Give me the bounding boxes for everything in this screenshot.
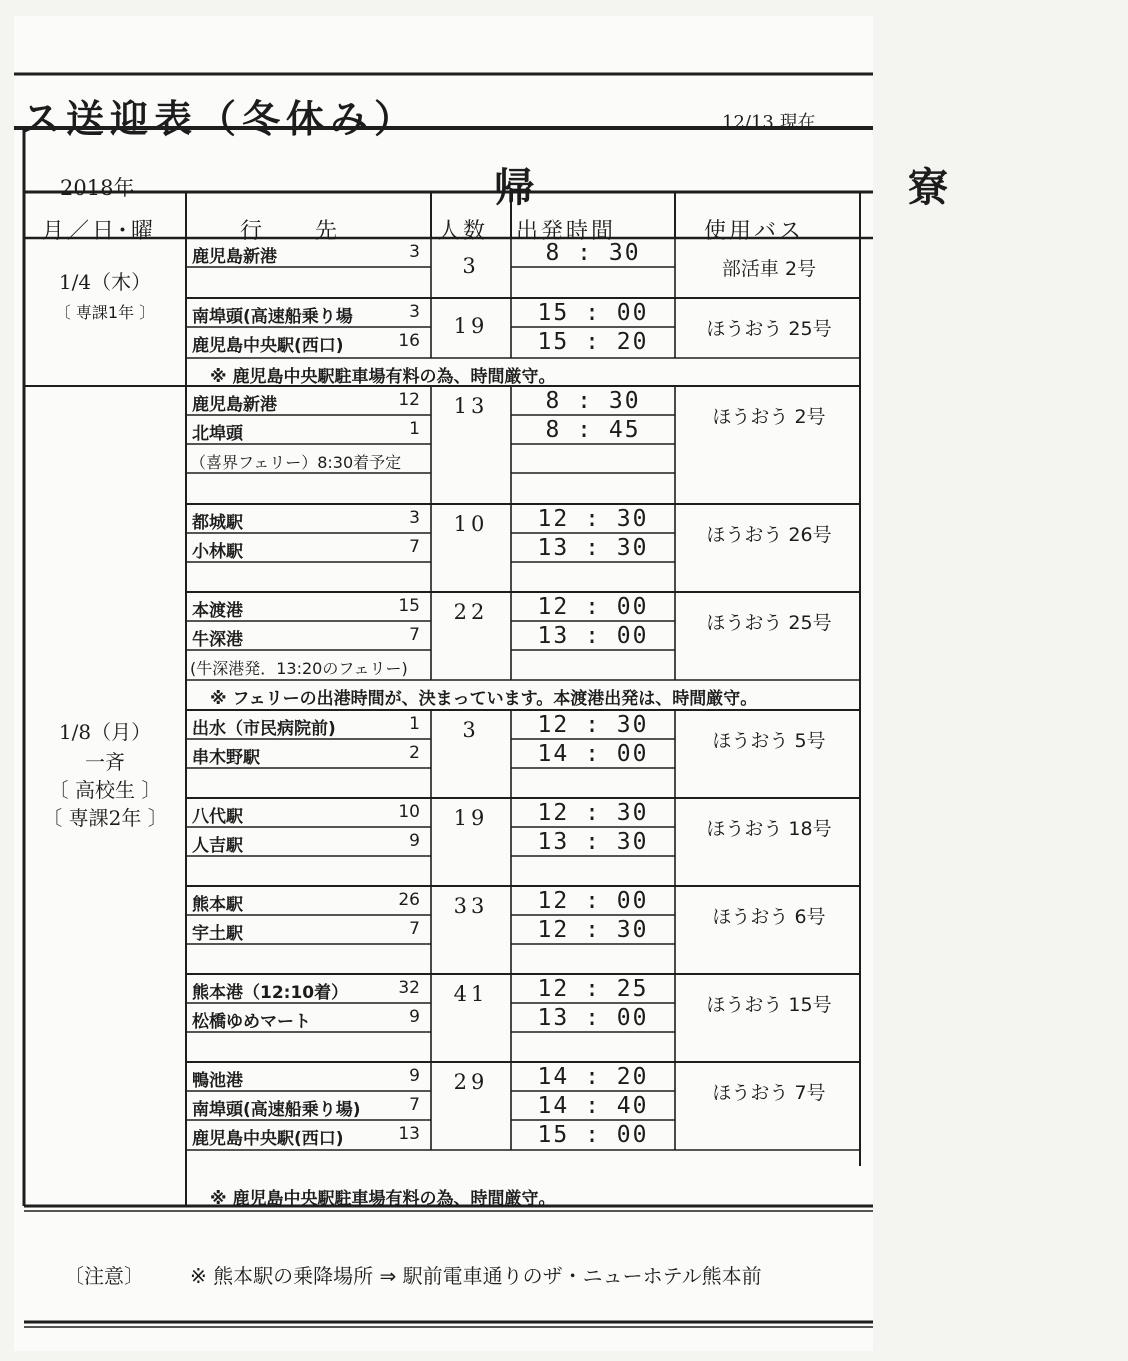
col-header-count: 人数	[438, 219, 489, 244]
destination-count: 7	[409, 625, 420, 645]
departure-time: 15 : 00	[537, 1122, 649, 1148]
passenger-total: 10	[453, 512, 489, 536]
passenger-total: 22	[453, 600, 489, 624]
bus-name: ほうおう 7号	[712, 1082, 826, 1104]
destination-count: 7	[409, 537, 420, 557]
destination-name: 熊本駅	[192, 895, 243, 915]
destination-count: 10	[398, 802, 420, 822]
destination-name: 熊本港（12:10着）	[192, 983, 349, 1003]
departure-time: 8 : 30	[545, 388, 641, 414]
departure-time: 14 : 00	[537, 741, 649, 767]
bus-name: ほうおう 6号	[712, 906, 826, 928]
destination-name: 南埠頭(高速船乗り場	[192, 307, 353, 327]
day2-group2: 〔 高校生 〕	[48, 778, 162, 802]
note-ferry: ※ フェリーの出港時間が、決まっています。本渡港出発は、時間厳守。	[210, 689, 758, 709]
departure-time: 12 : 30	[537, 712, 649, 738]
destination-count: 2	[409, 743, 420, 763]
destination-name: 本渡港	[192, 601, 243, 621]
passenger-total: 3	[462, 254, 480, 278]
destination-remark: (牛深港発．13:20のフェリー)	[190, 659, 408, 678]
day1-group: 〔 専課1年 〕	[54, 303, 156, 322]
destination-count: 1	[409, 419, 420, 439]
bus-name: ほうおう 15号	[706, 994, 832, 1016]
col-header-bus: 使用バス	[704, 219, 805, 244]
day1-date: 1/4（木）	[58, 270, 152, 294]
destination-name: 南埠頭(高速船乗り場)	[192, 1100, 361, 1120]
departure-time: 12 : 30	[537, 917, 649, 943]
document-title: ス送迎表（冬休み）	[22, 96, 419, 141]
passenger-total: 19	[453, 314, 489, 338]
destination-count: 13	[398, 1124, 420, 1144]
destination-remark: （喜界フェリー）8:30着予定	[190, 453, 402, 472]
destination-count: 3	[409, 242, 420, 262]
departure-time: 8 : 30	[545, 240, 641, 266]
departure-time: 14 : 40	[537, 1093, 649, 1119]
passenger-total: 13	[453, 394, 489, 418]
departure-time: 13 : 30	[537, 829, 649, 855]
bus-name: ほうおう 25号	[706, 318, 832, 340]
destination-count: 12	[398, 390, 420, 410]
destination-name: 牛深港	[192, 630, 243, 650]
passenger-total: 19	[453, 806, 489, 830]
destination-name: 鴨池港	[192, 1071, 243, 1091]
departure-time: 14 : 20	[537, 1064, 649, 1090]
note-parking-2: ※ 鹿児島中央駅駐車場有料の為、時間厳守。	[210, 1189, 556, 1209]
destination-name: 鹿児島新港	[192, 395, 277, 415]
note-parking-1: ※ 鹿児島中央駅駐車場有料の為、時間厳守。	[210, 367, 556, 387]
day2-date: 1/8（月）	[58, 720, 152, 744]
departure-time: 13 : 00	[537, 1005, 649, 1031]
destination-name: 鹿児島新港	[192, 247, 277, 267]
destination-name: 宇土駅	[192, 924, 243, 944]
departure-time: 13 : 30	[537, 535, 649, 561]
destination-count: 9	[409, 831, 420, 851]
departure-time: 13 : 00	[537, 623, 649, 649]
col-header-date: 月／日･曜	[42, 219, 157, 244]
destination-name: 八代駅	[192, 807, 243, 827]
year-label: 2018年	[60, 176, 135, 200]
destination-count: 26	[398, 890, 420, 910]
departure-time: 8 : 45	[545, 417, 641, 443]
passenger-total: 33	[453, 894, 489, 918]
col-header-destination: 行 先	[240, 219, 341, 244]
bus-name: 部活車 2号	[721, 258, 817, 280]
destination-name: 松橋ゆめマート	[192, 1012, 311, 1032]
bus-name: ほうおう 26号	[706, 524, 832, 546]
passenger-total: 29	[453, 1070, 489, 1094]
bus-name: ほうおう 5号	[712, 730, 826, 752]
departure-time: 15 : 00	[537, 300, 649, 326]
passenger-total: 3	[462, 718, 480, 742]
destination-count: 9	[409, 1007, 420, 1027]
section-title: 帰 寮	[494, 164, 1128, 211]
destination-count: 1	[409, 714, 420, 734]
as-of-date: 12/13 現在	[722, 112, 816, 133]
departure-time: 15 : 20	[537, 329, 649, 355]
departure-time: 12 : 25	[537, 976, 649, 1002]
footer-note: ※ 熊本駅の乗降場所 ⇒ 駅前電車通りのザ・ニューホテル熊本前	[190, 1264, 762, 1288]
departure-time: 12 : 00	[537, 888, 649, 914]
departure-time: 12 : 30	[537, 506, 649, 532]
passenger-total: 41	[453, 982, 489, 1006]
destination-count: 16	[398, 331, 420, 351]
bus-name: ほうおう 18号	[706, 818, 832, 840]
destination-count: 3	[409, 302, 420, 322]
destination-count: 3	[409, 508, 420, 528]
destination-count: 9	[409, 1066, 420, 1086]
destination-name: 鹿児島中央駅(西口)	[192, 336, 344, 356]
bus-name: ほうおう 25号	[706, 612, 832, 634]
destination-count: 15	[398, 596, 420, 616]
destination-count: 32	[398, 978, 420, 998]
destination-name: 鹿児島中央駅(西口)	[192, 1129, 344, 1149]
day2-group: 一斉	[85, 750, 125, 774]
departure-time: 12 : 30	[537, 800, 649, 826]
col-header-departure: 出発時間	[516, 219, 617, 244]
destination-name: 人吉駅	[192, 836, 243, 856]
departure-time: 12 : 00	[537, 594, 649, 620]
destination-name: 串木野駅	[192, 748, 260, 768]
footer-label: 〔注意〕	[64, 1264, 144, 1288]
destination-name: 小林駅	[192, 542, 243, 562]
document-page	[14, 16, 1128, 1351]
destination-count: 7	[409, 919, 420, 939]
destination-name: 北埠頭	[192, 424, 243, 444]
destination-count: 7	[409, 1095, 420, 1115]
destination-name: 出水（市民病院前)	[192, 719, 336, 739]
destination-name: 都城駅	[192, 513, 243, 533]
bus-name: ほうおう 2号	[712, 406, 826, 428]
day2-group3: 〔 専課2年 〕	[42, 806, 168, 830]
